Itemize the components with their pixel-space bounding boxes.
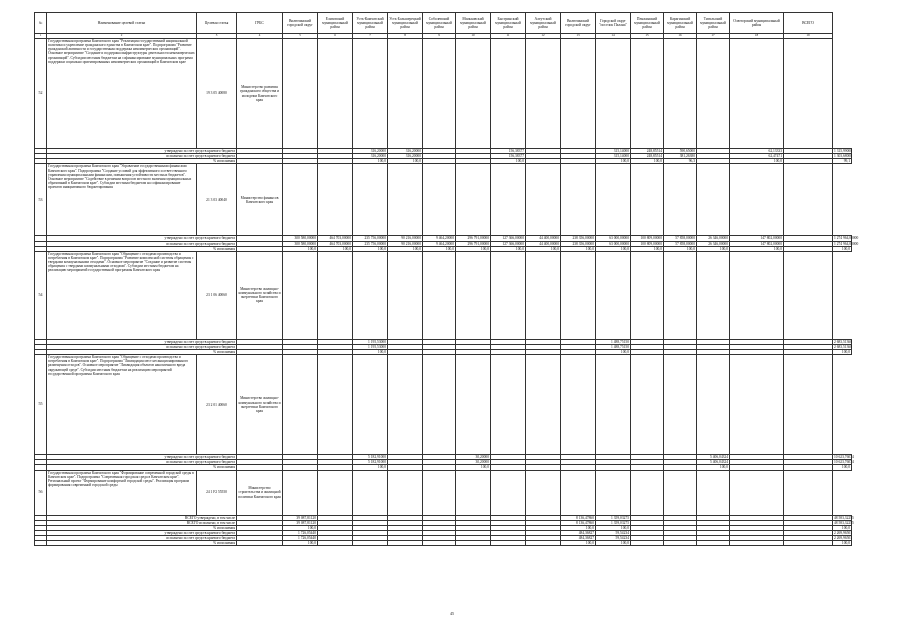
column-header: Вилючинский городской округ (561, 13, 596, 34)
value-cell: 30,20000 (456, 460, 491, 465)
value-cell: 1 359,03275 (596, 520, 631, 525)
value-cell: 100,0 (283, 541, 318, 546)
column-index: 14 (596, 34, 631, 39)
value-cell: 100,0 (561, 525, 596, 530)
value-cell: 100,0 (491, 246, 526, 251)
empty-cell (423, 470, 456, 515)
program-row (35, 164, 852, 236)
value-cell: 315,14000 (596, 149, 631, 154)
value-cell: 44 400,00000 (526, 236, 561, 241)
value-cell: 44 400,00000 (526, 241, 561, 246)
value-cell: 26 346,00000 (697, 236, 730, 241)
grbs-name: Министерство строительства и жилищной политики Камчатского края (237, 470, 283, 515)
value-cell: 235 756,00000 (353, 236, 388, 241)
empty-cell (283, 470, 318, 515)
column-index: 3 (197, 34, 237, 39)
subrow-label: утверждено за счет средств краевого бюджета (47, 455, 237, 460)
value-cell: 48 583,32255 (834, 520, 854, 525)
empty-cell (664, 39, 697, 149)
value-cell: 238 356,00000 (561, 241, 596, 246)
value-cell: 59,54234 (596, 536, 631, 541)
program-row (35, 251, 852, 339)
subrow-label: ВСЕГО исполнено, в том числе (47, 520, 237, 525)
value-cell: 8 136,47860 (561, 520, 596, 525)
column-index: 17 (697, 34, 730, 39)
empty-cell (697, 251, 730, 339)
target-article-code: 24 1 F2 55550 (197, 470, 237, 515)
empty-cell (664, 470, 697, 515)
value-cell: 1 195,53000 (353, 344, 388, 349)
subrow-label: % исполнения (47, 525, 237, 530)
value-cell: 100,0 (596, 525, 631, 530)
value-cell: 484,36827 (561, 530, 596, 535)
value-cell: 100,0 (283, 246, 318, 251)
empty-cell (388, 470, 423, 515)
value-cell: 100,0 (423, 246, 456, 251)
empty-cell (491, 39, 526, 149)
value-cell: 62,13333 (730, 149, 784, 154)
column-index: 6 (318, 34, 353, 39)
value-cell: 100,0 (388, 159, 423, 164)
empty-cell (697, 164, 730, 236)
column-index: 19 (784, 34, 833, 39)
empty-cell (283, 39, 318, 149)
row-number: 52 (35, 39, 47, 149)
value-cell: 63 000,00000 (596, 241, 631, 246)
value-cell: 5 182,91000 (353, 460, 388, 465)
value-cell: 316,20000 (353, 149, 388, 154)
value-cell: 100,0 (596, 159, 631, 164)
column-header: Пенжинский муниципальный район (631, 13, 664, 34)
value-cell: 100,0 (596, 541, 631, 546)
value-cell: 300 580,00000 (283, 241, 318, 246)
value-cell: 1 303,68000 (834, 154, 852, 159)
value-cell: 5 182,91000 (353, 455, 388, 460)
subrow-label: % исполнения (47, 246, 237, 251)
value-cell: 1 726,05440 (283, 536, 318, 541)
column-index: 4 (237, 34, 283, 39)
value-cell (388, 541, 423, 546)
row-number: 53 (35, 164, 47, 236)
empty-cell (318, 251, 353, 339)
value-cell: 100 809,00000 (631, 236, 664, 241)
empty-cell (561, 39, 596, 149)
empty-cell (388, 164, 423, 236)
value-cell: 100 809,00000 (631, 241, 664, 246)
column-index: 5 (283, 34, 318, 39)
row-number: 56 (35, 470, 47, 515)
empty-cell (456, 355, 491, 455)
value-cell: 235 756,00000 (353, 241, 388, 246)
empty-cell (631, 470, 664, 515)
empty-cell (318, 355, 353, 455)
value-cell: 156,38377 (491, 149, 526, 154)
value-cell (423, 541, 456, 546)
value-cell (353, 541, 388, 546)
empty-cell (697, 470, 730, 515)
subrow-label: исполнено за счет средств краевого бюджета (47, 460, 237, 465)
value-cell: 296 791,00000 (456, 236, 491, 241)
execution-subrow (35, 541, 852, 546)
value-cell: 8 136,47860 (561, 515, 596, 520)
value-cell: 248,85514 (631, 154, 664, 159)
value-cell: 100,0 (353, 350, 388, 355)
empty-cell (631, 164, 664, 236)
column-index: 18 (730, 34, 784, 39)
empty-cell (35, 541, 47, 546)
empty-cell (353, 164, 388, 236)
value-cell: 10 623,76074 (834, 455, 854, 460)
subrow-label: исполнено за счет средств краевого бюджета (47, 154, 237, 159)
value-cell: 156,38377 (491, 154, 526, 159)
value-cell: 10 623,76074 (834, 460, 854, 465)
empty-cell (561, 470, 596, 515)
subrow-label: утверждено за счет средств краевого бюджета (47, 339, 237, 344)
empty-cell (423, 251, 456, 339)
column-index: 7 (353, 34, 388, 39)
column-index: 12 (526, 34, 561, 39)
value-cell: 100,0 (664, 246, 697, 251)
empty-cell (491, 470, 526, 515)
empty-cell (631, 355, 664, 455)
value-cell: 62,47471 (730, 154, 784, 159)
value-cell: 100,0 (318, 246, 353, 251)
value-cell: 1 488,75150 (596, 344, 631, 349)
value-cell: 316,20000 (388, 149, 423, 154)
column-header: Быстринский муниципальный район (491, 13, 526, 34)
column-header: № (35, 13, 47, 34)
value-cell: 1 274 964,00000 (834, 241, 859, 246)
column-header: Усть-Большерецкий муниципальный район (388, 13, 423, 34)
value-cell (664, 541, 697, 546)
empty-cell (784, 164, 833, 236)
empty-cell (388, 355, 423, 455)
column-header: ГРБС (237, 13, 283, 34)
empty-cell (283, 251, 318, 339)
empty-cell (388, 39, 423, 149)
column-header: Мильковский муниципальный район (456, 13, 491, 34)
value-cell (526, 541, 561, 546)
column-index: 2 (47, 34, 197, 39)
table-header (35, 13, 852, 39)
column-index: 8 (388, 34, 423, 39)
empty-cell (561, 164, 596, 236)
value-cell: 100,0 (388, 246, 423, 251)
value-cell: 9 464,20000 (423, 236, 456, 241)
column-header: Карагинский муниципальный район (664, 13, 697, 34)
value-cell: 63 000,00000 (596, 236, 631, 241)
empty-cell (353, 39, 388, 149)
subrow-label: % исполнения (47, 350, 237, 355)
empty-cell (318, 164, 353, 236)
value-cell: 100,0 (833, 350, 852, 355)
value-cell: 90 216,00000 (388, 236, 423, 241)
value-cell: 100,0 (833, 465, 852, 470)
column-index: 16 (664, 34, 697, 39)
value-cell: 464 703,00000 (318, 236, 353, 241)
value-cell: 100,0 (456, 246, 491, 251)
value-cell: 147 802,00000 (730, 241, 784, 246)
target-article-code: 23 2 01 40060 (197, 355, 237, 455)
column-index: 15 (631, 34, 664, 39)
empty-cell (596, 355, 631, 455)
value-cell: 100,0 (353, 246, 388, 251)
value-cell: 147 802,00000 (730, 236, 784, 241)
empty-cell (784, 39, 833, 149)
empty-cell (596, 251, 631, 339)
value-cell (491, 541, 526, 546)
value-cell: 100,0 (833, 525, 852, 530)
program-row (35, 39, 852, 149)
value-cell: 296 791,00000 (456, 241, 491, 246)
column-header: Алеутский муниципальный район (526, 13, 561, 34)
value-cell: 100,0 (596, 246, 631, 251)
empty-cell (353, 470, 388, 515)
value-cell: 484,36827 (561, 536, 596, 541)
empty-cell (784, 470, 833, 515)
subrow-label: утверждено за счет средств краевого бюджета (47, 530, 237, 535)
value-cell: 100,0 (730, 159, 784, 164)
empty-cell (526, 470, 561, 515)
column-header: Усть-Камчатский муниципальный район (353, 13, 388, 34)
column-header: Соболевский муниципальный район (423, 13, 456, 34)
value-cell: 316,20000 (388, 154, 423, 159)
column-header: Целевая статья (197, 13, 237, 34)
empty-cell (456, 470, 491, 515)
value-cell: 1 315,99000 (834, 149, 852, 153)
target-article-name: Государственная программа Камчатского края "Формирование современной городской среды в Камчатском крае". Подпрограмма "Современная городская среда в Камчатском крае". Региональный проект "Формирование комфортной городской среды". Реализация программ формирования современной городской среды (47, 470, 197, 515)
target-article-name: Государственная программа Камчатского края "Обращение с отходами производства и потребления в Камчатском крае". Подпрограмма "Ликвидация мест несанкционированного размещения отходов". Основное мероприятие "Ликвидация объектов накопленного вреда окружающей среде". Субсидии местным бюджетам на реализацию мероприятий государственной программы Камчатского края (47, 355, 197, 455)
empty-cell (318, 470, 353, 515)
value-cell: 300 580,00000 (283, 236, 318, 241)
grbs-name: Министерство финансов Камчатского края (237, 164, 283, 236)
empty-cell (730, 164, 784, 236)
empty-cell (388, 251, 423, 339)
program-row (35, 355, 852, 455)
empty-cell (353, 251, 388, 339)
column-header: Городской округ "поселок Палана" (596, 13, 631, 34)
value-cell: 100,0 (283, 525, 318, 530)
column-index: 10 (456, 34, 491, 39)
empty-cell (664, 164, 697, 236)
value-cell: 464 703,00000 (318, 241, 353, 246)
column-header: Вилючинский городской округ (283, 13, 318, 34)
target-article-code: 19 3 05 40080 (197, 39, 237, 149)
subrow-label: исполнено за счет средств краевого бюджета (47, 536, 237, 541)
value-cell: 1 359,03275 (596, 515, 631, 520)
value-cell: 1 195,53000 (353, 339, 388, 344)
value-cell: 30,20000 (456, 455, 491, 460)
empty-cell (631, 251, 664, 339)
value-cell (631, 541, 664, 546)
empty-cell (730, 355, 784, 455)
empty-cell (561, 251, 596, 339)
empty-cell (784, 355, 833, 455)
value-cell: 315,14000 (596, 154, 631, 159)
budget-table (34, 12, 859, 546)
empty-cell (596, 164, 631, 236)
empty-cell (596, 470, 631, 515)
subrow-label: % исполнения (47, 541, 237, 546)
value-cell: 96,3 (664, 159, 697, 164)
value-cell: 316,20000 (353, 154, 388, 159)
empty-cell (423, 164, 456, 236)
value-cell: 2 683,51360 (834, 344, 852, 349)
subrow-label: утверждено за счет средств краевого бюджета (47, 149, 237, 154)
value-cell (318, 541, 353, 546)
column-header: Наименование целевой статьи (47, 13, 197, 34)
empty-cell (491, 251, 526, 339)
value-cell (784, 541, 833, 546)
page-number: 45 (450, 611, 454, 616)
empty-cell (283, 355, 318, 455)
value-cell: 100,0 (697, 465, 730, 470)
subrow-label: % исполнения (47, 159, 237, 164)
value-cell: 1 274 964,00000 (834, 236, 859, 241)
value-cell: 100,0 (833, 541, 852, 546)
empty-cell (456, 39, 491, 149)
empty-cell (561, 355, 596, 455)
value-cell: 100,0 (526, 246, 561, 251)
empty-cell (318, 39, 353, 149)
value-cell: 2 269,96501 (834, 530, 852, 535)
value-cell: 90 216,00000 (388, 241, 423, 246)
value-cell: 100,0 (596, 350, 631, 355)
value-cell: 381,26380 (664, 154, 697, 159)
target-article-code: 21 3 03 40040 (197, 164, 237, 236)
value-cell: 590,65000 (664, 149, 697, 154)
empty-cell (283, 164, 318, 236)
empty-cell (353, 355, 388, 455)
empty-cell (730, 470, 784, 515)
empty-cell (664, 251, 697, 339)
empty-cell (526, 355, 561, 455)
value-cell: 100,0 (631, 159, 664, 164)
value-cell: 9 464,20000 (423, 241, 456, 246)
empty-cell (631, 39, 664, 149)
value-cell: 100,0 (833, 246, 852, 251)
empty-cell (697, 39, 730, 149)
value-cell: 238 356,00000 (561, 236, 596, 241)
grbs-name: Министерство развития гражданского общества и молодежи Камчатского края (237, 39, 283, 149)
row-number: 54 (35, 251, 47, 339)
table-body (35, 39, 859, 546)
column-header: ВСЕГО (784, 13, 833, 34)
subrow-label: ВСЕГО утверждено, в том числе (47, 515, 237, 520)
value-cell: 1 726,05440 (283, 530, 318, 535)
column-header: Олюторский муниципальный район (730, 13, 784, 34)
value-cell: 100,0 (353, 465, 388, 470)
empty-cell (423, 355, 456, 455)
target-article-name: Государственная программа Камчатского края "Обращение с отходами производства и потребления в Камчатском крае". Подпрограмма "Развитие комплексной системы обращения с твердыми коммунальными отходами". Основное мероприятие "Создание и развитие системы обращения с твердыми коммунальными отходами". Субсидии местным бюджетам на реализацию мероприятий государственной программы Камчатского края (47, 251, 197, 339)
value-cell: 100,0 (456, 465, 491, 470)
empty-cell (456, 251, 491, 339)
value-cell: 100,0 (491, 159, 526, 164)
value-cell (456, 541, 491, 546)
column-index: 9 (423, 34, 456, 39)
empty-cell (237, 541, 283, 546)
grbs-name: Министерство жилищно-коммунального хозяйства и энергетики Камчатского края (237, 251, 283, 339)
empty-cell (491, 355, 526, 455)
column-header: Тигильский муниципальный район (697, 13, 730, 34)
value-cell: 248,85514 (631, 149, 664, 154)
empty-cell (596, 39, 631, 149)
empty-cell (456, 164, 491, 236)
empty-cell (423, 39, 456, 149)
empty-cell (697, 355, 730, 455)
value-cell: 100,0 (697, 246, 730, 251)
value-cell: 5 406,04324 (697, 460, 730, 465)
value-cell: 1 488,75150 (596, 339, 631, 344)
column-index: 1 (35, 34, 47, 39)
row-number: 55 (35, 355, 47, 455)
target-article-code: 23 1 06 40060 (197, 251, 237, 339)
empty-cell (526, 251, 561, 339)
value-cell: 39 087,81120 (283, 520, 318, 525)
value-cell: 39 087,81120 (283, 515, 318, 520)
target-article-name: Государственная программа Камчатского края "Реализация государственной национальной политики и укрепление гражданского единства в Камчатском крае". Подпрограмма "Развитие гражданской активности и государственная поддержка некоммерческих организаций". Основное мероприятие "Создание и поддержка инфраструктуры деятельности некоммерческих организаций". Субсидии местным бюджетам на софинансирование муниципальных программ поддержки социально ориентированных некоммерческих организаций в Камчатском крае (47, 39, 197, 149)
value-cell (697, 541, 730, 546)
subrow-label: исполнено за счет средств краевого бюджета (47, 241, 237, 246)
empty-cell (526, 164, 561, 236)
value-cell: 57 858,00000 (664, 241, 697, 246)
subrow-label: исполнено за счет средств краевого бюджета (47, 344, 237, 349)
value-cell: 100,0 (561, 246, 596, 251)
empty-cell (730, 251, 784, 339)
value-cell: 100,0 (353, 159, 388, 164)
value-cell: 57 858,00000 (664, 236, 697, 241)
value-cell: 5 406,04324 (697, 455, 730, 460)
value-cell: 127 366,00000 (491, 241, 526, 246)
empty-cell (784, 251, 833, 339)
value-cell: 127 366,00000 (491, 236, 526, 241)
value-cell: 2 269,96501 (834, 536, 852, 540)
value-cell: 99,1 (833, 159, 852, 164)
program-row (35, 470, 852, 515)
grbs-name: Министерство жилищно-коммунального хозяйства и энергетики Камчатского края (237, 355, 283, 455)
subrow-label: % исполнения (47, 465, 237, 470)
value-cell: 26 346,00000 (697, 241, 730, 246)
column-index: 13 (561, 34, 596, 39)
value-cell: 2 683,51360 (834, 339, 852, 344)
empty-cell (730, 39, 784, 149)
target-article-name: Государственная программа Камчатского края "Управление государственными финансами Камчатского края". Подпрограмма "Создание условий для эффективного и ответственного управления муниципальными финансами, повышения устойчивости местных бюджетов". Основное мероприятие "Содействие в решении вопросов местного значения муниципальных образований в Камчатском крае". Субсидии местным бюджетам на софинансирование проектов инициативного бюджетирования (47, 164, 197, 236)
value-cell: 100,0 (730, 246, 784, 251)
empty-cell (664, 355, 697, 455)
value-cell (730, 541, 784, 546)
empty-cell (526, 39, 561, 149)
subrow-label: утверждено за счет средств краевого бюджета (47, 236, 237, 241)
value-cell: 100,0 (631, 246, 664, 251)
value-cell: 100,0 (561, 541, 596, 546)
value-cell: 59,54234 (596, 530, 631, 535)
value-cell: 48 583,32255 (834, 515, 854, 520)
empty-cell (491, 164, 526, 236)
column-index: 11 (491, 34, 526, 39)
column-header: Елизовский муниципальный район (318, 13, 353, 34)
